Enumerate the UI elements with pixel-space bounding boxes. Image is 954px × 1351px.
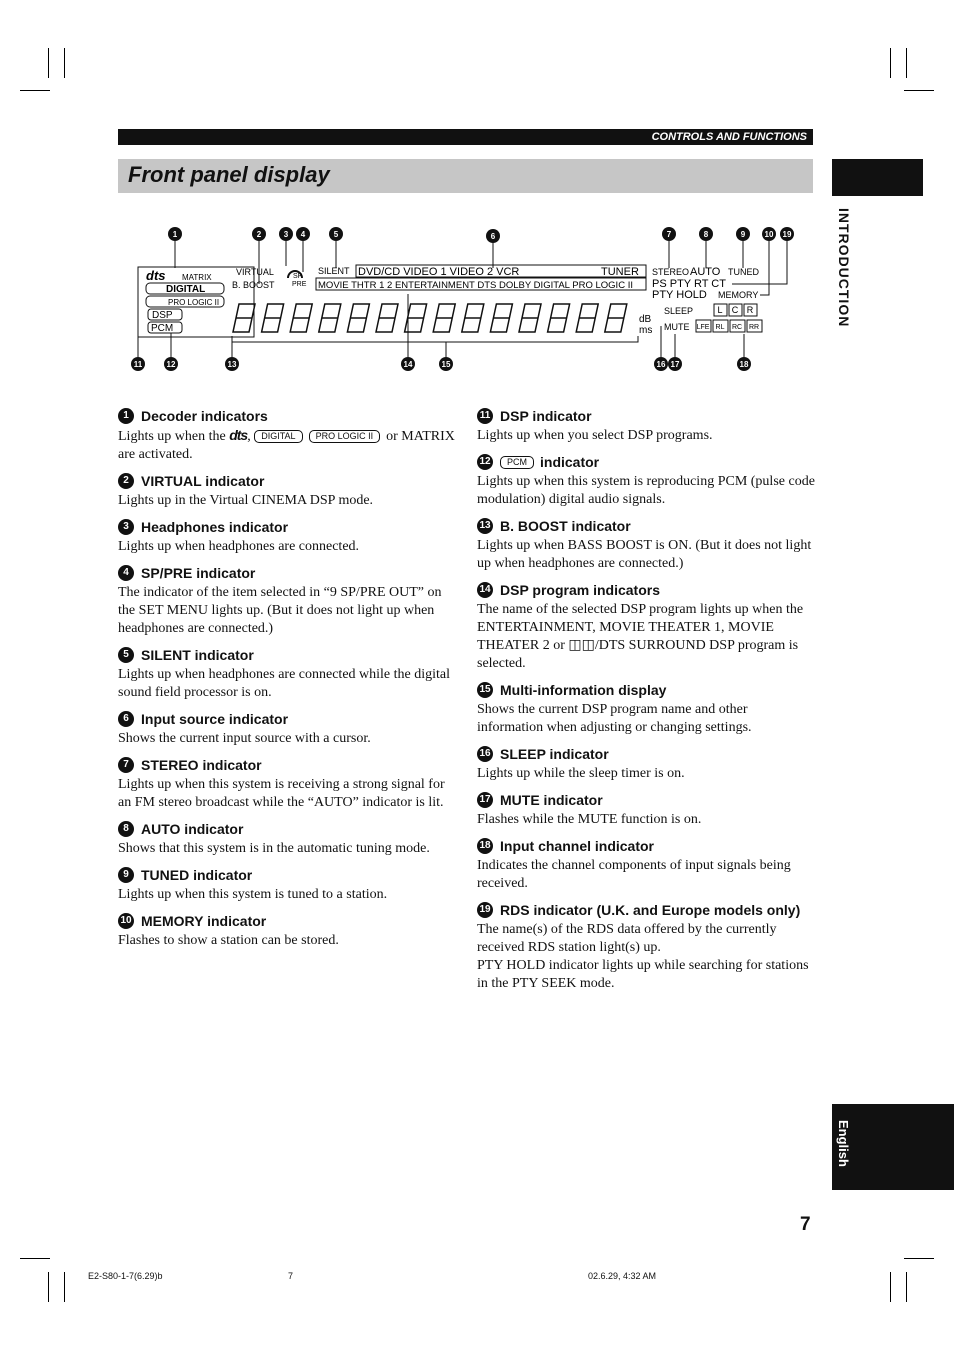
list-item: 5 SILENT indicator Lights up when headphones are connected while the digital sound field processor is on. [118,647,460,702]
segment-digit [548,304,570,332]
item-text: PTY HOLD indicator lights up while searching for stations in the PTY SEEK mode. [477,958,809,991]
callouts-top [168,227,794,243]
crop-mark [20,90,50,91]
segment-digit [433,304,455,332]
item-title: DSP program indicators [500,582,661,598]
footer-center: 7 [288,1271,294,1281]
segment-digit [605,304,627,332]
segment-digit [233,304,255,332]
stereo-indicator: STEREO [652,267,690,277]
item-text: Lights up when headphones are connected. [118,539,360,554]
item-text: Lights up when the dts, DIGITAL PRO LOGIC II or MATRIX are activated. [118,427,455,462]
crop-mark [48,48,49,78]
callout-2: 2 [256,230,262,239]
pcm-label: PCM [500,456,534,469]
crop-mark [906,48,907,78]
callout-18: 18 [739,360,749,369]
pre-indicator: PRE [292,281,307,288]
list-item: 11 DSP indicator Lights up when you select DSP programs. [477,408,817,445]
prologic-indicator: PRO LOGIC II [168,298,220,307]
item-title: Multi-information display [500,682,667,698]
channel-rr: RR [748,324,760,331]
matrix-indicator: MATRIX [182,273,212,282]
silent-indicator: SILENT [318,266,350,276]
item-title: RDS indicator (U.K. and Europe models only) [500,902,801,918]
language-label: English [836,1120,851,1167]
virtual-indicator: VIRTUAL [236,267,274,277]
callout-10: 10 [764,230,774,239]
item-text: Indicates the channel components of input signals being received. [477,858,791,891]
segment-digit [462,304,484,332]
item-title: B. BOOST indicator [500,518,631,534]
item-title: Input source indicator [141,711,289,727]
callout-19: 19 [782,230,792,239]
item-title: STEREO indicator [141,757,262,773]
ms-label: ms [639,325,653,336]
dsp-indicator: DSP [152,310,173,321]
item-title: indicator [540,454,600,470]
channel-rc: RC [731,324,743,331]
item-text: Flashes while the MUTE function is on. [477,812,702,827]
channel-r: R [746,305,754,315]
item-text: Lights up when this system is tuned to a station. [118,887,388,902]
item-title: Input channel indicator [500,838,655,854]
item-text: The name(s) of the RDS data offered by the currently received RDS station light(s) up. [477,922,777,955]
channel-c: C [731,305,739,315]
list-item: 3 Headphones indicator Lights up when headphones are connected. [118,519,460,556]
item-number: 1 [118,408,134,424]
list-item: 7 STEREO indicator Lights up when this system is receiving a strong signal for an FM stereo broadcast while the “AUTO” indicator is lit. [118,757,460,812]
callout-11: 11 [133,360,143,369]
list-item: 12 PCM indicator Lights up when this system is reproducing PCM (pulse code modulation) digital audio signals. [477,454,817,509]
item-text: Shows the current DSP program name and other information when adjusting or changing settings. [477,702,752,735]
footer-right: 02.6.29, 4:32 AM [588,1271,657,1281]
pcm-indicator: PCM [151,323,174,334]
tuner-indicator: TUNER [601,266,639,278]
item-text: Shows the current input source with a cursor. [118,731,371,746]
prologic-label: PRO LOGIC II [309,430,381,443]
crop-mark [64,1272,65,1302]
item-title: DSP indicator [500,408,592,424]
callout-7: 7 [666,230,672,239]
crop-mark [20,1258,50,1259]
digital-indicator: DIGITAL [166,284,206,295]
list-item: 15 Multi-information display Shows the current DSP program name and other information when adjusting or changing settings. [477,682,817,737]
item-title: SLEEP indicator [500,746,609,762]
item-text: Lights up when headphones are connected while the digital sound field processor is on. [118,667,451,700]
callout-14: 14 [403,360,413,369]
list-item: 4 SP/PRE indicator The indicator of the item selected in “9 SP/PRE OUT” on the SET MENU lights up. (But it does not light up when headphones are connected.) [118,565,460,638]
page-number: 7 [800,1214,811,1235]
dts-logo: dts [229,427,248,443]
callout-15: 15 [441,360,451,369]
auto-indicator: AUTO [690,266,721,278]
multi-information-display [233,304,627,332]
dts-indicator: dts [146,268,166,283]
left-column [118,408,460,959]
program-indicator: MOVIE THTR 1 2 ENTERTAINMENT DTS DOLBY DIGITAL PRO LOGIC II [318,280,633,290]
list-item: 17 MUTE indicator Flashes while the MUTE function is on. [477,792,817,829]
segment-digit [376,304,398,332]
list-item: 16 SLEEP indicator Lights up while the sleep timer is on. [477,746,817,783]
item-text: Lights up when this system is reproducing PCM (pulse code modulation) digital audio signals. [477,474,815,507]
segment-digit [319,304,341,332]
front-panel-diagram [128,222,808,382]
list-item: 14 DSP program indicators The name of the selected DSP program lights up when the ENTERTAINMENT, MOVIE THEATER 1, MOVIE THEATER 2 or ◫◫/DTS SURROUND DSP program is selected. [477,582,817,673]
tuned-indicator: TUNED [728,267,759,277]
item-title: SP/PRE indicator [141,565,256,581]
callout-1: 1 [172,230,178,239]
sleep-indicator: SLEEP [664,306,694,316]
ptyhold-indicator: PTY HOLD [652,289,707,301]
rds-indicator: PS PTY RT CT [652,278,726,290]
callout-17: 17 [670,360,680,369]
title-bar [118,159,813,193]
list-item: 10 MEMORY indicator Flashes to show a station can be stored. [118,913,460,950]
list-item: 2 VIRTUAL indicator Lights up in the Virtual CINEMA DSP mode. [118,473,460,510]
crop-mark [890,1272,891,1302]
list-item: 9 TUNED indicator Lights up when this system is tuned to a station. [118,867,460,904]
callout-4: 4 [300,230,306,239]
db-label: dB [639,314,652,325]
item-text: The indicator of the item selected in “9 SP/PRE OUT” on the SET MENU lights up. (But it does not light up when headphones are connected.) [118,585,442,636]
crop-mark [906,1272,907,1302]
page-title: Front panel display [128,162,330,187]
list-item: 19 RDS indicator (U.K. and Europe models only) The name(s) of the RDS data offered by the currently received RDS station light(s) up. PTY HOLD indicator lights up while searching for stations in the PTY SEEK mode. [477,902,817,993]
crop-mark [890,48,891,78]
callout-3: 3 [283,230,289,239]
item-title: AUTO indicator [141,821,244,837]
item-title: VIRTUAL indicator [141,473,265,489]
source-indicator: DVD/CD VIDEO 1 VIDEO 2 VCR [358,266,520,278]
callout-13: 13 [227,360,237,369]
item-text: The name of the selected DSP program lights up when the ENTERTAINMENT, MOVIE THEATER 1, MOVIE THEATER 2 or ◫◫/DTS SURROUND DSP program is selected. [477,602,804,671]
item-title: Decoder indicators [141,408,268,424]
footer-left: E2-S80-1-7(6.29)b [88,1271,163,1281]
segment-digit [576,304,598,332]
item-title: MEMORY indicator [141,913,267,929]
channel-l: L [717,305,723,315]
callout-12: 12 [166,360,176,369]
channel-lfe: LFE [696,324,710,331]
segment-digit [519,304,541,332]
item-title: SILENT indicator [141,647,254,663]
memory-indicator: MEMORY [718,290,759,300]
right-column [477,408,817,1002]
segment-digit [347,304,369,332]
item-text: Flashes to show a station can be stored. [118,933,339,948]
callout-16: 16 [656,360,666,369]
list-item: 18 Input channel indicator Indicates the channel components of input signals being received. [477,838,817,893]
item-text: Lights up when you select DSP programs. [477,428,713,443]
item-text: Shows that this system is in the automatic tuning mode. [118,841,430,856]
list-item [118,408,460,464]
language-tab [832,1104,954,1190]
list-item: 6 Input source indicator Shows the current input source with a cursor. [118,711,460,748]
item-title: Headphones indicator [141,519,289,535]
callout-6: 6 [490,232,496,241]
segment-digit [290,304,312,332]
crop-mark [904,1258,934,1259]
side-label-introduction: INTRODUCTION [836,208,852,328]
digital-label: DIGITAL [254,430,302,443]
segment-digit [262,304,284,332]
list-item: 8 AUTO indicator Shows that this system is in the automatic tuning mode. [118,821,460,858]
segment-digit [490,304,512,332]
channel-rl: RL [715,324,725,331]
list-item: 13 B. BOOST indicator Lights up when BASS BOOST is ON. (But it does not light up when headphones are connected.) [477,518,817,573]
bboost-indicator: B. BOOST [232,280,275,290]
item-text: Lights up in the Virtual CINEMA DSP mode. [118,493,374,508]
crop-mark [904,90,934,91]
item-title: TUNED indicator [141,867,253,883]
item-title: MUTE indicator [500,792,603,808]
callout-9: 9 [740,230,746,239]
section-header: CONTROLS AND FUNCTIONS [118,129,813,145]
item-text: Lights up while the sleep timer is on. [477,766,685,781]
callout-5: 5 [333,230,339,239]
sp-indicator: SP [293,273,303,280]
mute-indicator: MUTE [664,322,690,332]
crop-mark [48,1272,49,1302]
item-text: Lights up when this system is receiving a strong signal for an FM stereo broadcast while the “AUTO” indicator is lit. [118,777,445,810]
crop-mark [64,48,65,78]
callout-8: 8 [703,230,709,239]
item-text: Lights up when BASS BOOST is ON. (But it does not light up when headphones are connected.) [477,538,812,571]
section-tab [832,159,923,196]
